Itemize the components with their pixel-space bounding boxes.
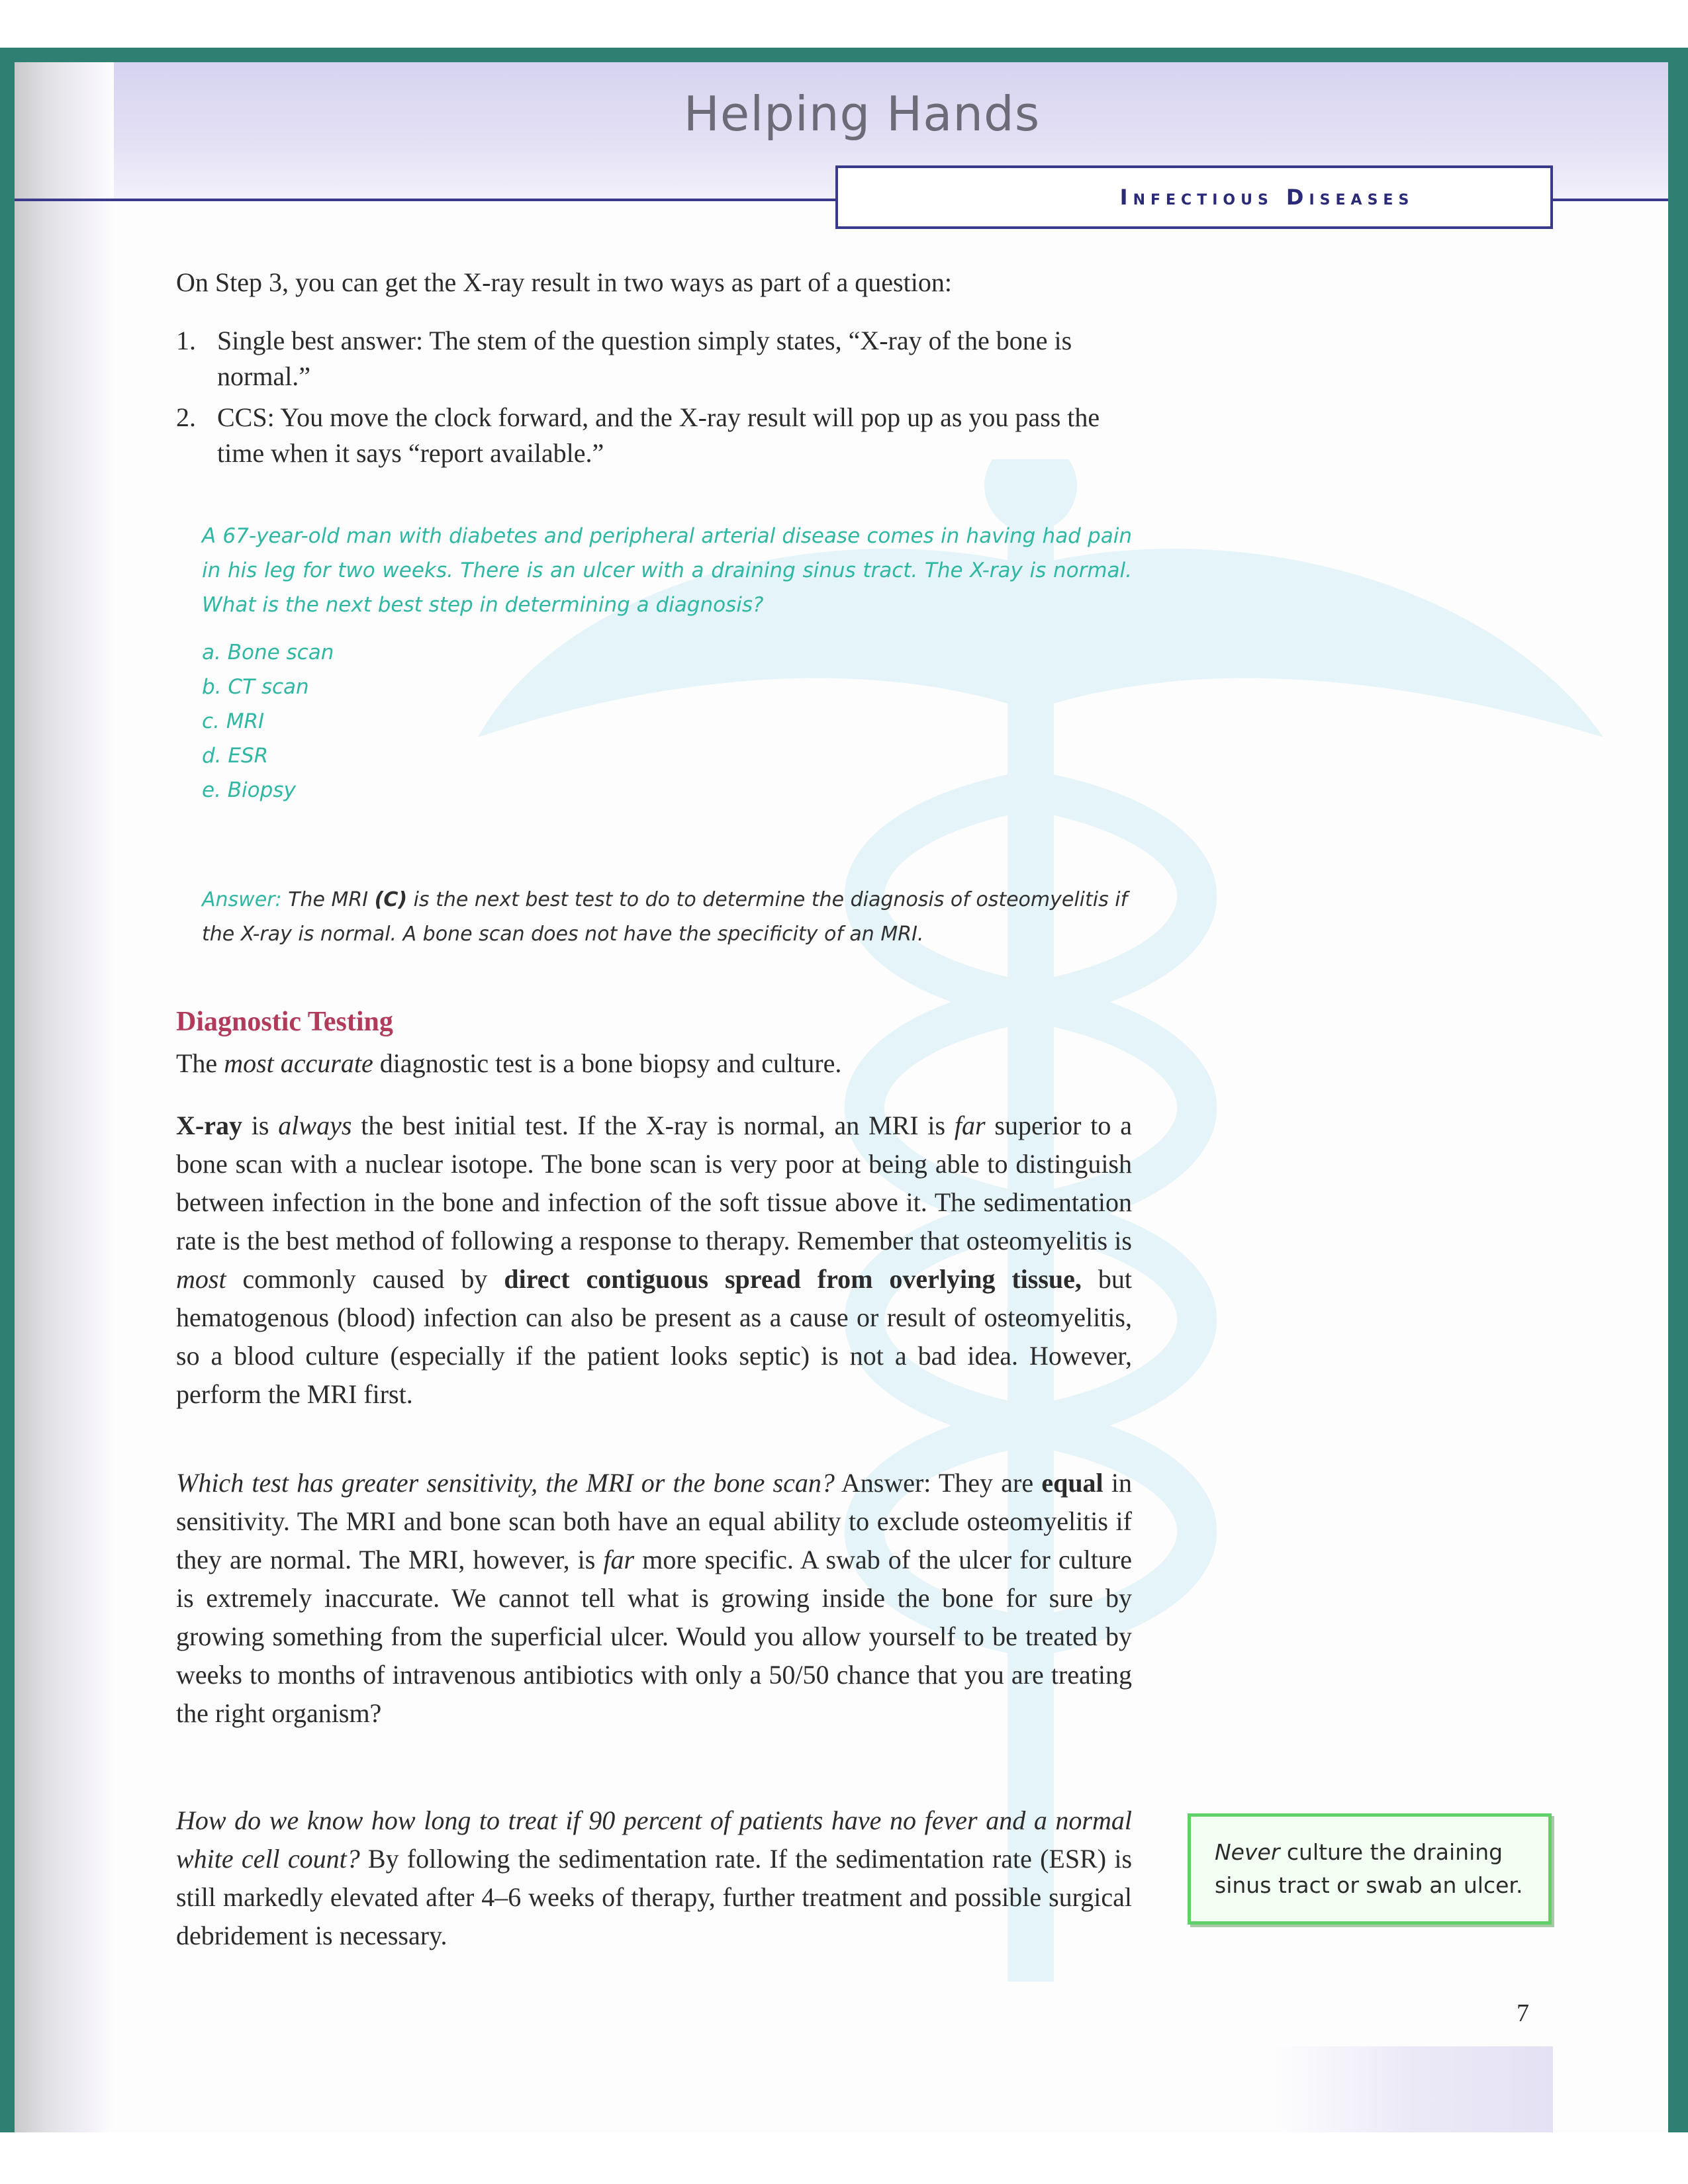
question-answer bbox=[202, 883, 1132, 952]
paragraph-most-accurate-test bbox=[176, 1044, 1132, 1083]
emphasis-text: Never bbox=[1215, 1839, 1280, 1865]
bold-text: equal bbox=[1041, 1468, 1103, 1498]
text-run: diagnostic test is a bone biopsy and culture. bbox=[373, 1048, 842, 1078]
xray-result-methods-list bbox=[176, 323, 1132, 477]
emphasis-text: Which test has greater sensitivity, the MRI or the bone scan? bbox=[176, 1468, 835, 1498]
scan-margin-bottom bbox=[0, 2132, 1688, 2184]
emphasis-text: most bbox=[176, 1264, 226, 1294]
bold-text: X-ray bbox=[176, 1111, 242, 1140]
text-run: in sensitivity. The MRI and bone scan both have an equal ability to exclude osteomyelitis if they are normal. The MRI, however, is bbox=[176, 1468, 1132, 1574]
text-run: Answer: They are bbox=[834, 1468, 1042, 1498]
text-run: commonly caused by bbox=[226, 1264, 504, 1294]
sidebar-tip-box bbox=[1188, 1813, 1552, 1925]
text-run: but hematogenous (blood) infection can also be present as a cause or result of osteomyelitis, so a blood culture (especially if the patient looks septic) is not a bad idea. However, perform the MRI first. bbox=[176, 1264, 1132, 1409]
question-stem: A 67-year-old man with diabetes and peripheral arterial disease comes in having had pain in his leg for two weeks. There is an ulcer with a draining sinus tract. The X-ray is normal. What is the next best step in determining a diagnosis? bbox=[202, 524, 1132, 617]
list-item-text: CCS: You move the clock forward, and the X-ray result will pop up as you pass the time when it says “report available.” bbox=[217, 402, 1100, 468]
scan-border-top bbox=[0, 48, 1688, 62]
text-run: culture the draining sinus tract or swab an ulcer. bbox=[1215, 1839, 1523, 1898]
answer-choice: a. Bone scan bbox=[202, 641, 334, 664]
practice-question bbox=[202, 519, 1132, 807]
paragraph-xray-initial-test bbox=[176, 1107, 1132, 1414]
list-item-text: Single best answer: The stem of the question simply states, “X-ray of the bone is normal.” bbox=[217, 326, 1072, 391]
answer-text-end: is the next best test to do to determine the diagnosis of osteomyelitis if the X-ray is normal. A bone scan does not have the specificity of an MRI. bbox=[202, 888, 1128, 946]
answer-choice: c. MRI bbox=[202, 709, 265, 733]
answer-letter: (C) bbox=[374, 888, 408, 911]
text-run: By following the sedimentation rate. If the sedimentation rate (ESR) is still markedly elevated after 4–6 weeks of therapy, further treatment and possible surgical debridement is necessary. bbox=[176, 1844, 1133, 1950]
text-run: superior to a bone scan with a nuclear isotope. The bone scan is very poor at being able to distinguish between infection in the bone and infection of the soft tissue above it. The sedimentation rate is the best method of following a response to therapy. Remember that osteomyelitis is bbox=[176, 1111, 1132, 1255]
answer-text-start: The MRI bbox=[288, 888, 375, 911]
list-item bbox=[176, 323, 1132, 394]
list-item-number: 2. bbox=[176, 402, 196, 432]
answer-choice: d. ESR bbox=[202, 744, 269, 768]
page-number: 7 bbox=[1517, 1999, 1529, 2027]
text-run: is bbox=[242, 1111, 279, 1140]
text-run: more specific. A swab of the ulcer for culture is extremely inaccurate. We cannot tell what is growing inside the bone for sure by growing something from the superficial ulcer. Would you allow yourself to be treated by weeks to months of intravenous antibiotics with only a 50/50 chance that you are treating the right organism? bbox=[176, 1545, 1132, 1728]
text-run: The bbox=[176, 1048, 224, 1078]
section-tab bbox=[835, 165, 1553, 229]
scan-border-left bbox=[0, 48, 15, 2132]
scan-margin-top bbox=[0, 0, 1688, 48]
emphasis-text: most accurate bbox=[224, 1048, 373, 1078]
emphasis-text: How do we know how long to treat if 90 percent of patients have no fever and a normal white cell count? bbox=[176, 1805, 1132, 1874]
section-heading: Diagnostic Testing bbox=[176, 1007, 393, 1037]
bold-text: direct contiguous spread from overlying tissue, bbox=[504, 1264, 1082, 1294]
answer-choices bbox=[202, 635, 1132, 807]
list-item bbox=[176, 400, 1132, 471]
scan-border-right bbox=[1668, 48, 1688, 2132]
list-item-number: 1. bbox=[176, 326, 196, 355]
footer-band bbox=[1272, 2046, 1553, 2132]
paragraph-sensitivity bbox=[176, 1464, 1132, 1733]
running-header-title: Helping Hands bbox=[683, 86, 1041, 142]
emphasis-text: far bbox=[954, 1111, 986, 1140]
paragraph-treatment-duration bbox=[176, 1801, 1132, 1955]
page-gutter-shadow bbox=[15, 62, 114, 2132]
emphasis-text: far bbox=[603, 1545, 635, 1574]
answer-choice: b. CT scan bbox=[202, 675, 309, 699]
answer-label: Answer: bbox=[202, 888, 282, 911]
text-run: the best initial test. If the X-ray is normal, an MRI is bbox=[352, 1111, 955, 1140]
answer-choice: e. Biopsy bbox=[202, 778, 296, 802]
section-label: Infectious Diseases bbox=[1119, 185, 1415, 210]
emphasis-text: always bbox=[278, 1111, 352, 1140]
sidebar-tip-text bbox=[1215, 1836, 1524, 1902]
intro-paragraph: On Step 3, you can get the X-ray result in two ways as part of a question: bbox=[176, 267, 952, 297]
